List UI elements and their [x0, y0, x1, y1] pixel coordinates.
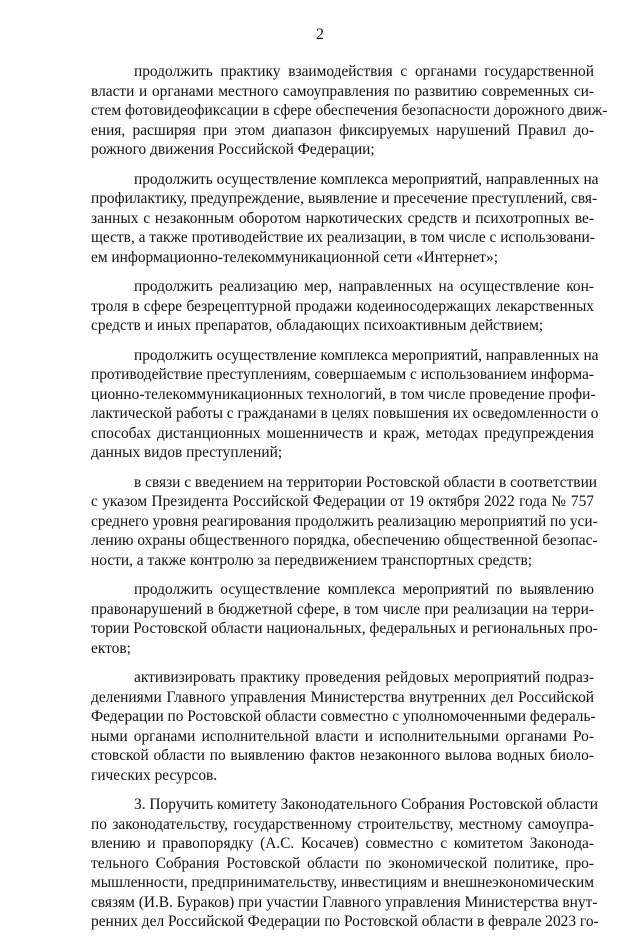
- text-line: среднего уровня реагирования продолжить реализацию мероприятий по уси-: [91, 512, 598, 530]
- text-line: активизировать практику проведения рейдовых мероприятий подраз-: [134, 669, 594, 686]
- text-line: продолжить осуществление комплекса мероприятий, направленных на: [134, 346, 599, 364]
- text-line: с указом Президента Российской Федерации от 19 октября 2022 года № 757: [91, 493, 594, 510]
- text-line: лактической работы с гражданами в целях повышения их осведомленности о: [91, 405, 599, 422]
- paragraph: [91, 277, 594, 336]
- text-line: продолжить реализацию мер, направленных на осуществление кон-: [134, 278, 594, 295]
- text-line: продолжить практику взаимодействия с органами государственной: [134, 63, 594, 80]
- text-line: связям (И.В. Бураков) при участии Главного управления Министерства внут-: [91, 893, 598, 911]
- text-line: ными органами исполнительной власти и исполнительными органами Ро-: [91, 727, 594, 745]
- page-number: 2: [316, 26, 324, 43]
- text-line: ности, а также контролю за передвижением транспортных средств;: [91, 551, 533, 569]
- text-line: средств и иных препаратов, обладающих психоактивным действием;: [91, 317, 544, 334]
- paragraph: [91, 62, 608, 160]
- paragraph: [91, 668, 594, 785]
- text-line: занных с незаконным оборотом наркотических средств и психотропных ве-: [91, 209, 594, 227]
- text-line: по законодательству, государственному строительству, местному самоупра-: [91, 815, 594, 833]
- paragraph: [91, 473, 598, 571]
- text-line: стовской области по выявлению фактов незаконного вылова водных биоло-: [91, 747, 594, 764]
- text-line: тории Ростовской области национальных, федеральных и региональных про-: [91, 620, 598, 637]
- text-line: ционно-телекоммуникационных технологий, в том числе проведение профи-: [91, 385, 596, 403]
- text-line: ществ, а также противодействие их реализации, в том числе с использовани-: [91, 229, 595, 246]
- text-line: ем информационно-телекоммуникационной сети «Интернет»;: [91, 248, 498, 266]
- paragraph: [91, 346, 599, 463]
- text-line: противодействие преступлениям, совершаемым с использованием информа-: [91, 366, 594, 383]
- text-line: правонарушений в бюджетной сфере, в том числе при реализации на терри-: [91, 600, 594, 618]
- document-body: [91, 62, 608, 942]
- text-line: гических ресурсов.: [91, 766, 218, 784]
- paragraph: [91, 580, 598, 658]
- text-line: способах дистанционных мошенничеств и краж, методах предупреждения: [91, 424, 594, 442]
- paragraph: [91, 170, 599, 268]
- text-line: продолжить осуществление комплекса мероприятий по выявлению: [134, 581, 594, 598]
- text-line: 3. Поручить комитету Законодательного Собрания Ростовской области: [134, 796, 598, 813]
- text-line: влению и правопорядку (А.С. Косачев) совместно с комитетом Законода-: [91, 835, 594, 852]
- paragraph: [91, 795, 599, 932]
- text-line: Федерации по Ростовской области совместно с уполномоченными федераль-: [91, 708, 596, 725]
- text-line: ектов;: [91, 639, 131, 657]
- text-line: лению охраны общественного порядка, обеспечению общественной безопас-: [91, 532, 598, 549]
- text-line: продолжить осуществление комплекса мероприятий, направленных на: [134, 170, 599, 188]
- text-line: троля в сфере безрецептурной продажи кодеиносодержащих лекарственных: [91, 297, 594, 315]
- text-line: стем фотовидеофиксации в сфере обеспечения безопасности дорожного движ-: [91, 102, 608, 119]
- text-line: власти и органами местного самоуправления по развитию современных си-: [91, 82, 594, 100]
- text-line: в связи с введением на территории Ростовской области в соответствии: [134, 473, 598, 491]
- text-line: мышленности, предпринимательству, инвестициям и внешнеэкономическим: [91, 874, 594, 891]
- text-line: данных видов преступлений;: [91, 444, 283, 461]
- text-line: ения, расширяя при этом диапазон фиксируемых нарушений Правил до-: [91, 121, 594, 139]
- text-line: рожного движения Российской Федерации;: [91, 141, 375, 158]
- text-line: делениями Главного управления Министерства внутренних дел Российской: [91, 688, 594, 706]
- text-line: профилактику, предупреждение, выявление и пресечение преступлений, свя-: [91, 190, 598, 207]
- text-line: ренних дел Российской Федерации по Ростовской области в феврале 2023 го-: [91, 913, 599, 930]
- text-line: тельного Собрания Ростовской области по экономической политике, про-: [91, 854, 594, 872]
